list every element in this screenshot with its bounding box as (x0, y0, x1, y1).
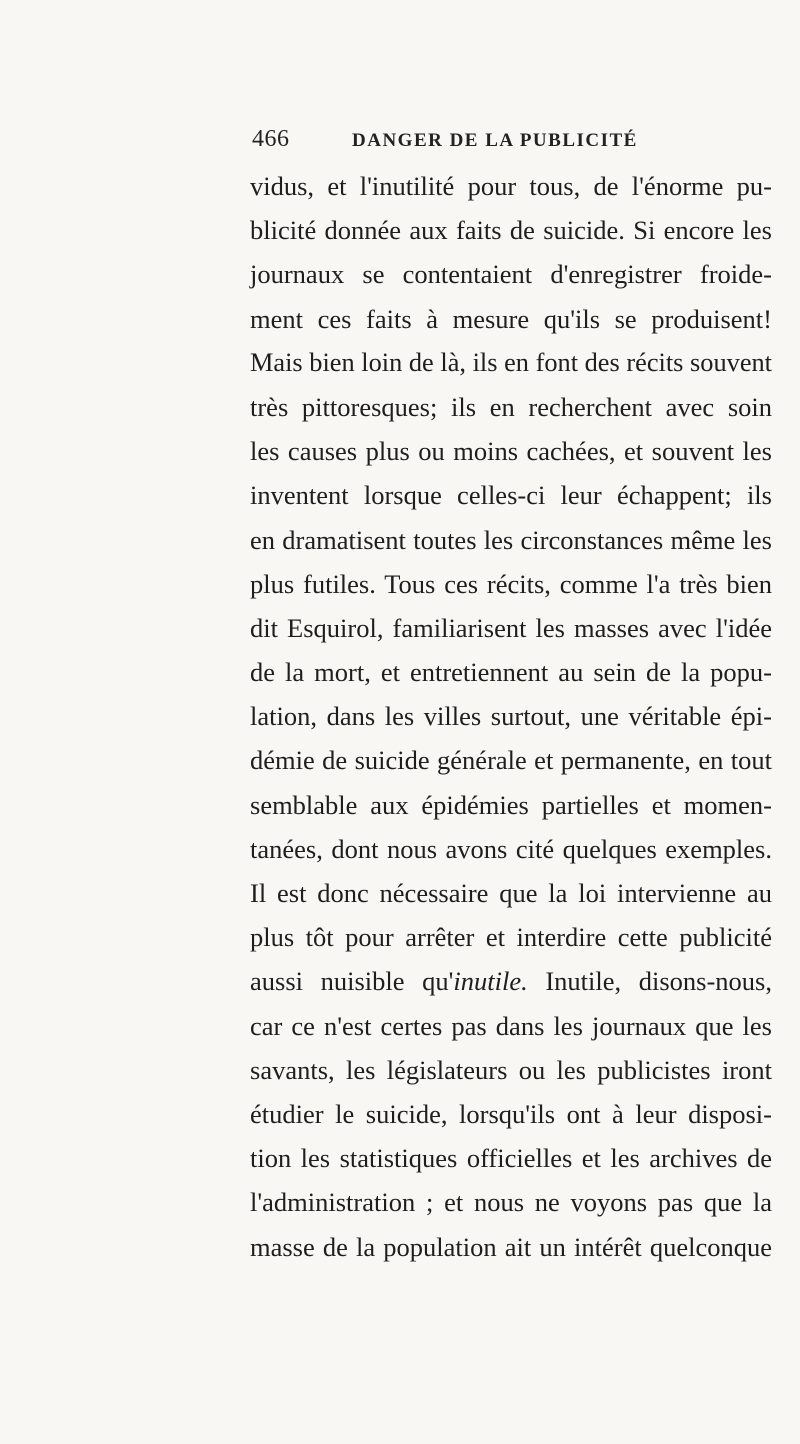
text-line: journaux se contentaient d'enregistrer froide- (250, 259, 772, 290)
text-line: semblable aux épidémies partielles et momen- (250, 789, 772, 820)
text-line: très pittoresques; ils en recherchent avec soin (250, 391, 772, 422)
text-line: en dramatisent toutes les circonstances même les (250, 524, 772, 555)
text-line-with-italic (250, 959, 772, 1003)
text-line: lation, dans les villes surtout, une véritable épi- (250, 701, 772, 732)
running-head: DANGER DE LA PUBLICITÉ (352, 130, 638, 151)
text-segment: aussi nuisible qu' (250, 966, 454, 997)
text-line: l'administration ; et nous ne voyons pas que la (250, 1187, 772, 1218)
text-line: tanées, dont nous avons cité quelques exemples. (250, 833, 772, 864)
body-text (250, 164, 772, 1269)
text-line: vidus, et l'inutilité pour tous, de l'énorme pu- (250, 171, 772, 201)
text-line: Mais bien loin de là, ils en font des récits souvent (250, 347, 772, 377)
text-line: Il est donc nécessaire que la loi intervienne au (250, 878, 772, 908)
text-segment: Inutile, disons-nous, (527, 966, 772, 997)
text-line: plus tôt pour arrêter et interdire cette publicité (250, 922, 772, 953)
text-line: dit Esquirol, familiarisent les masses avec l'idée (250, 612, 772, 643)
text-line: de la mort, et entretiennent au sein de la popu- (250, 657, 772, 688)
text-line: plus futiles. Tous ces récits, comme l'a très bien (250, 568, 772, 599)
text-line: savants, les législateurs ou les publicistes iront (250, 1054, 772, 1085)
page-number: 466 (252, 126, 290, 152)
text-line: étudier le suicide, lorsqu'ils ont à leur disposi- (250, 1098, 772, 1129)
text-line: car ce n'est certes pas dans les journaux que les (250, 1010, 772, 1041)
text-line: ment ces faits à mesure qu'ils se produisent! (250, 303, 772, 334)
text-line: démie de suicide générale et permanente, en tout (250, 745, 772, 776)
text-line: tion les statistiques officielles et les archives de (250, 1143, 772, 1174)
page-header (252, 126, 772, 156)
italic-word: inutile. (453, 966, 528, 997)
text-line: blicité donnée aux faits de suicide. Si encore les (250, 215, 772, 246)
text-line: masse de la population ait un intérêt quelconque (250, 1231, 772, 1262)
text-line: les causes plus ou moins cachées, et souvent les (250, 436, 772, 467)
text-line: inventent lorsque celles-ci leur échappent; ils (250, 480, 772, 511)
